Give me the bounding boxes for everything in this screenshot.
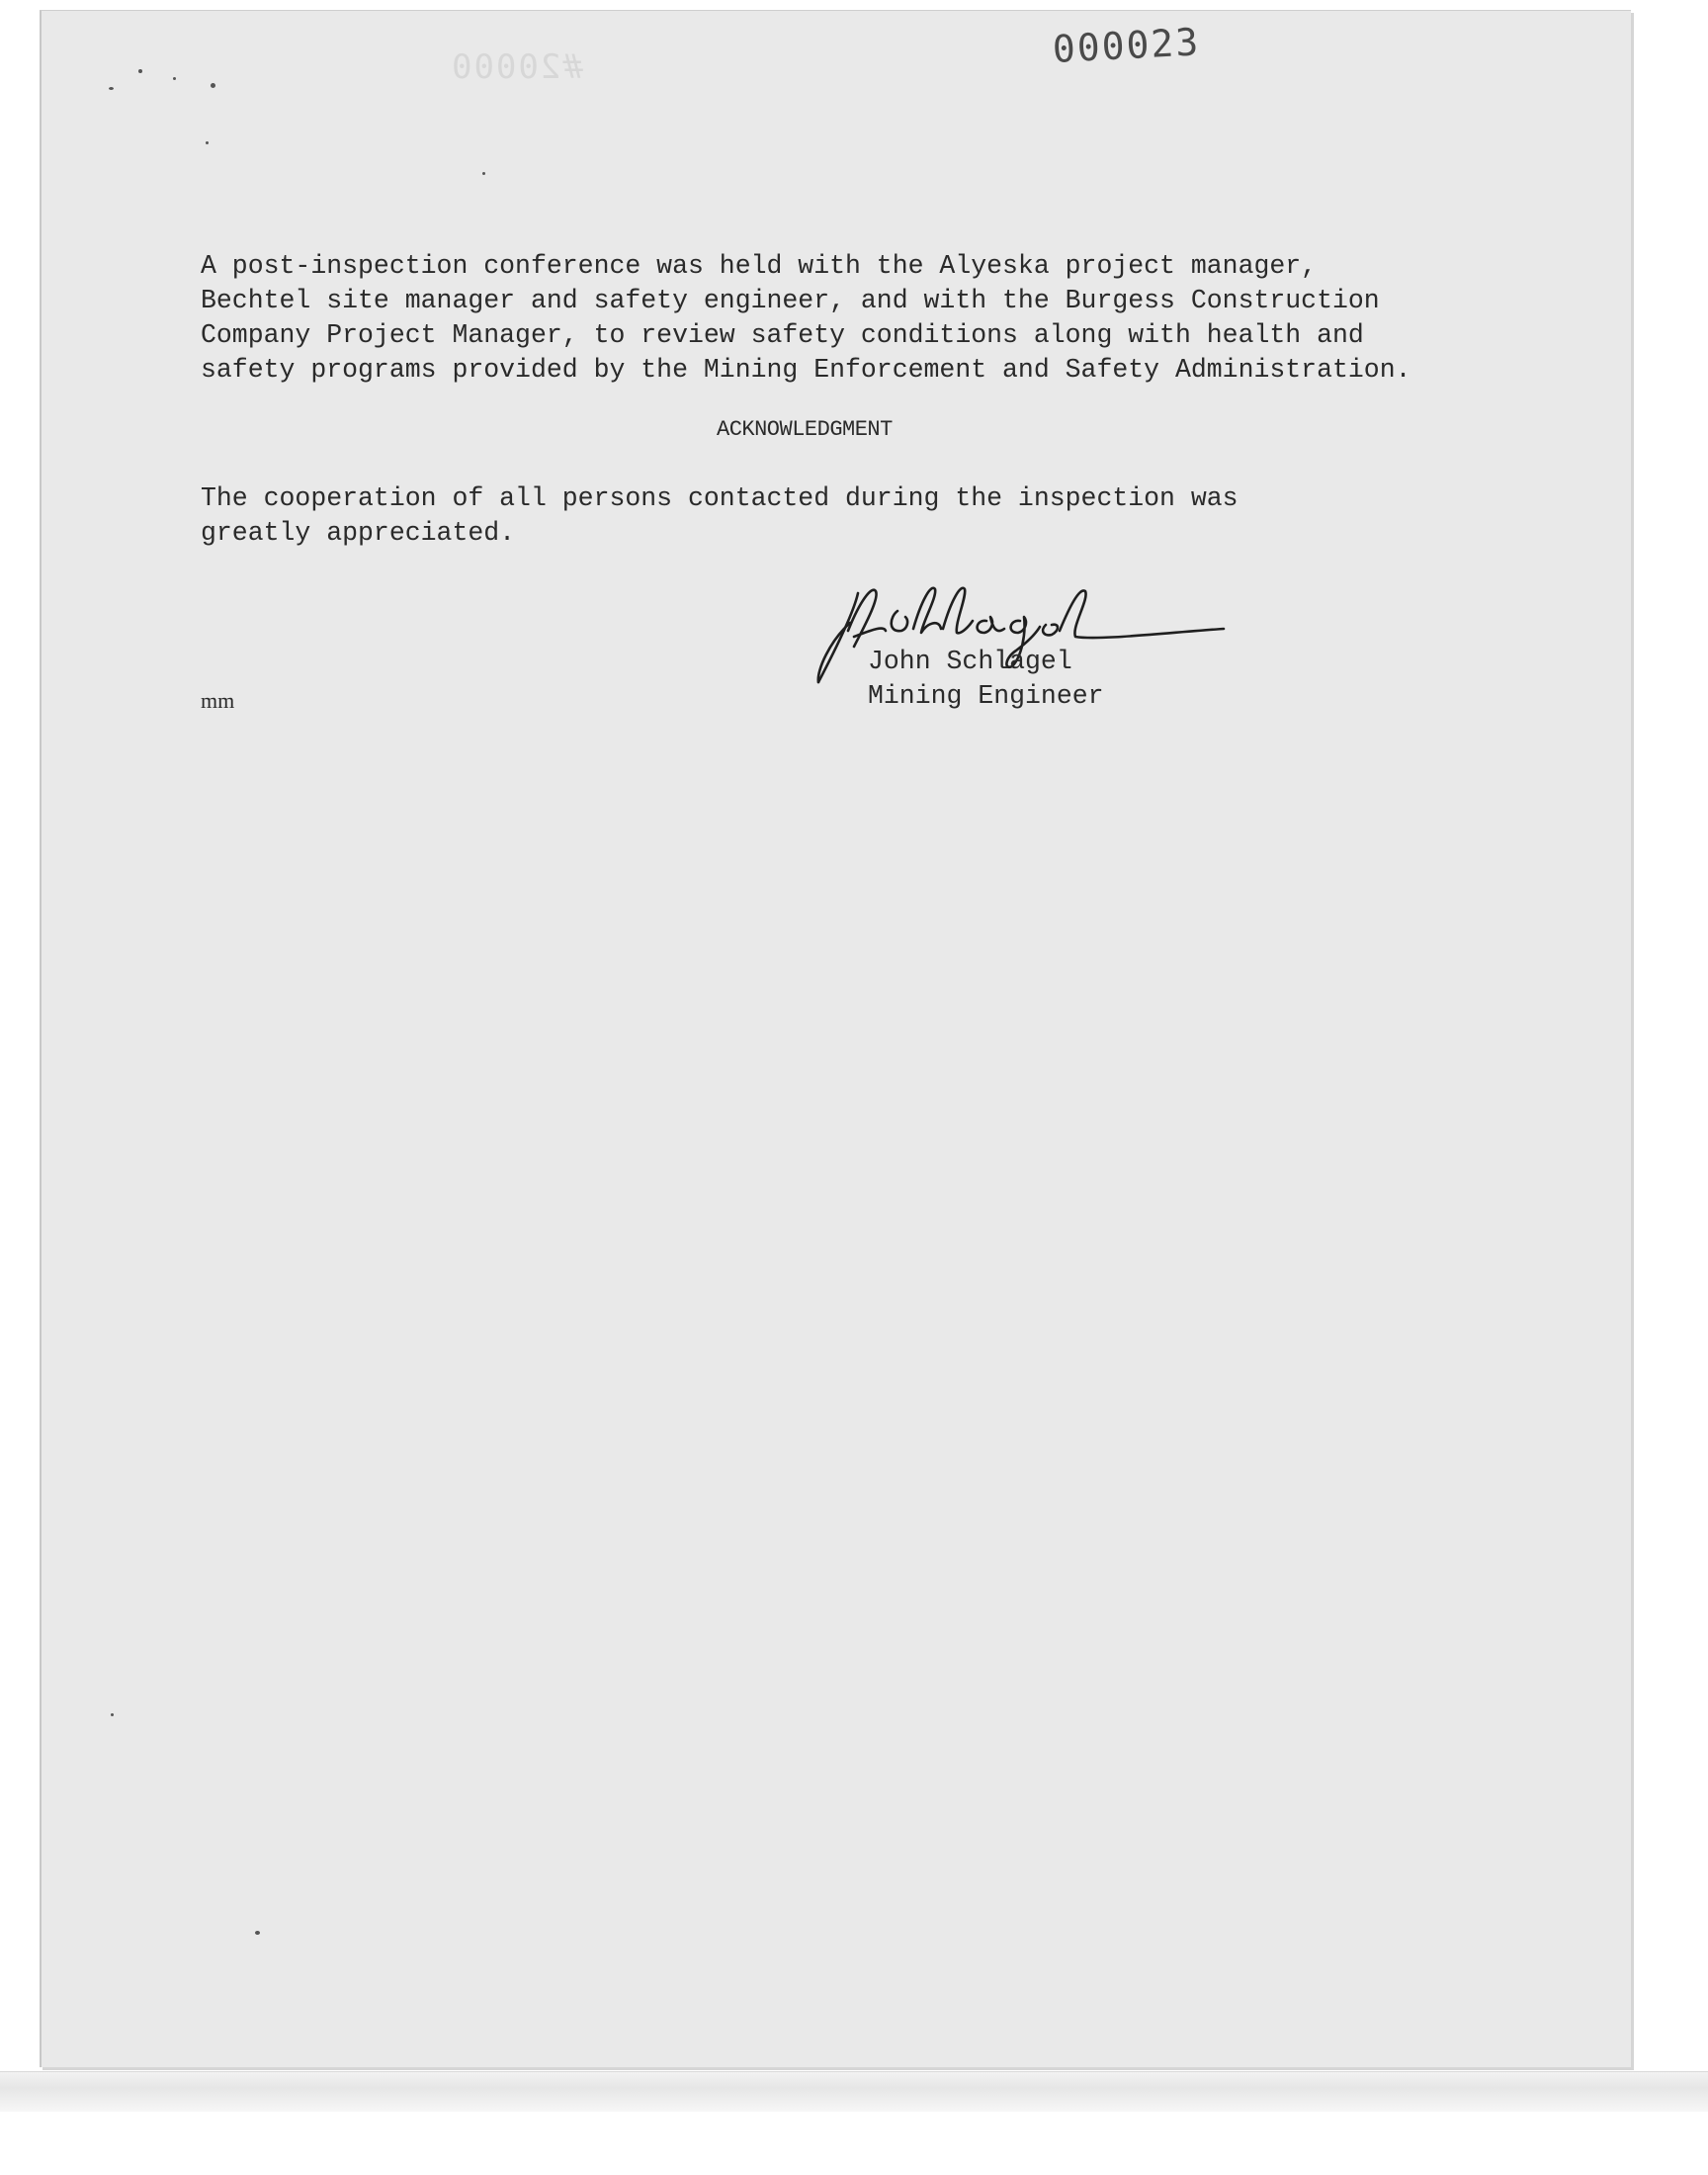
signer-title: Mining Engineer <box>868 681 1104 711</box>
bleed-through-page-number: #20000 <box>450 47 583 87</box>
acknowledgment-heading: ACKNOWLEDGMENT <box>717 417 893 442</box>
scan-speck <box>111 1713 114 1716</box>
scanner-bottom-edge <box>0 2071 1708 2112</box>
acknowledgment-paragraph: The cooperation of all persons contacted during the inspection was greatly appreciated. <box>201 483 1238 548</box>
scan-speck <box>138 69 142 73</box>
conference-paragraph: A post-inspection conference was held with the Alyeska project manager, Bechtel site manager and safety engineer, and with the Burgess Construction Company Project Manager, to review safety conditions along with health and safety programs provided by the Mining Enforcement and Safety Administration. <box>201 251 1411 385</box>
signer-name: John Schlagel <box>868 647 1072 676</box>
scan-speck <box>482 172 485 175</box>
scan-speck <box>211 83 215 88</box>
page-number-stamp: 000023 <box>1051 20 1202 71</box>
scan-speck <box>173 77 176 80</box>
scan-speck <box>255 1931 260 1935</box>
scan-speck <box>206 141 209 144</box>
scan-speck <box>109 87 114 90</box>
typist-initials: mm <box>201 688 235 713</box>
